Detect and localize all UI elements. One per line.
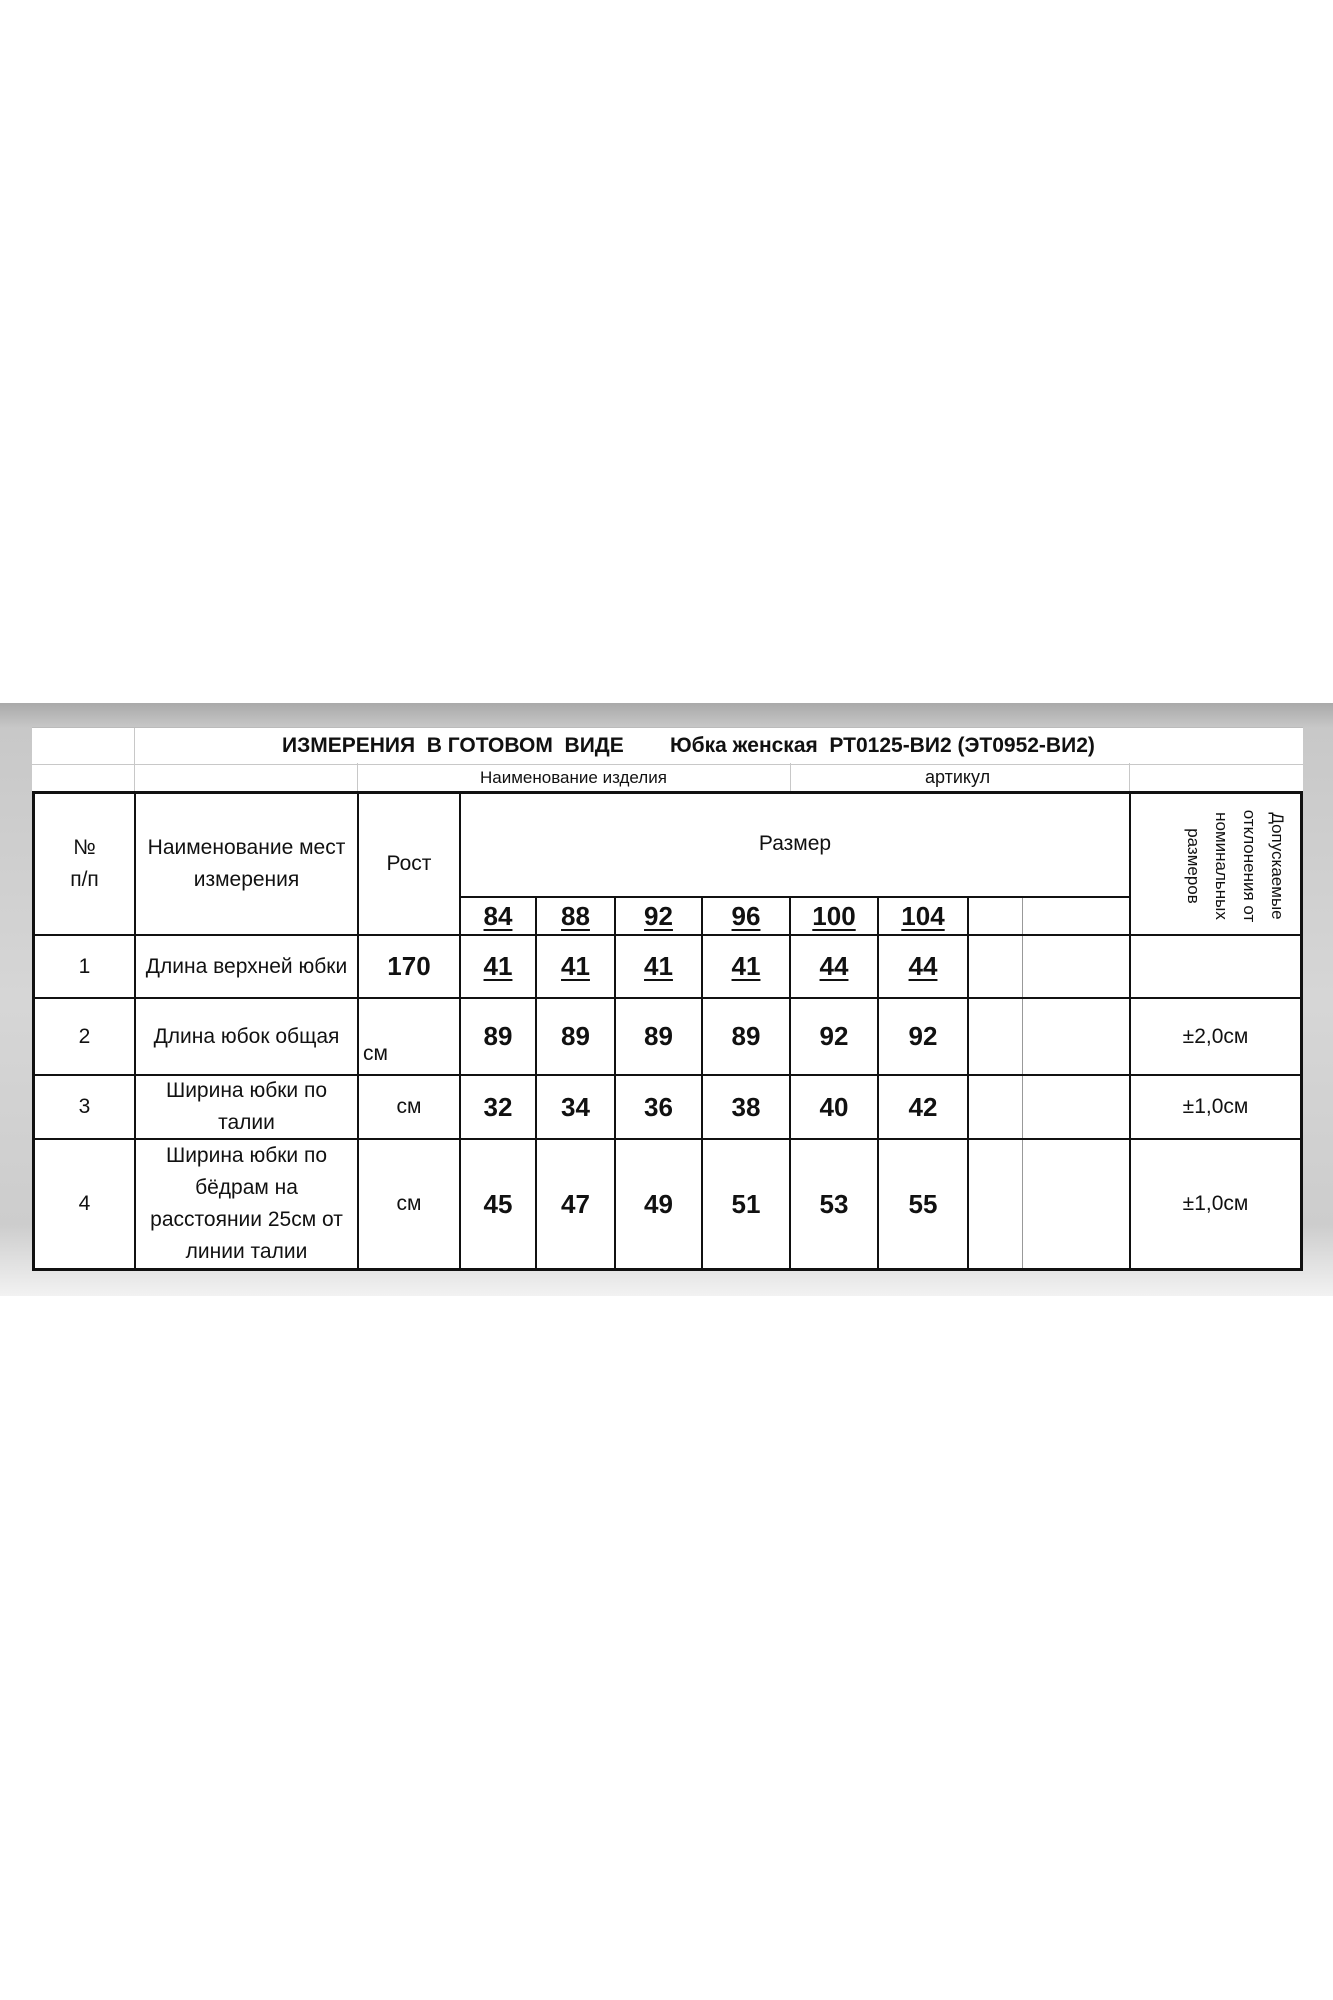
col-header-tolerance-text: Допускаемые отклонения от номинальных размеров xyxy=(1184,809,1287,923)
row-2-value-100: 92 xyxy=(819,1021,849,1051)
row-4-name-line2: бёдрам на xyxy=(195,1176,298,1199)
col-header-height: Рост xyxy=(386,852,432,875)
row-2-name: Длина юбок общая xyxy=(153,1024,340,1048)
row-1-value-104: 44 xyxy=(908,951,938,981)
row-2-value-84: 89 xyxy=(483,1021,513,1051)
title-row xyxy=(32,727,1303,765)
row-1-value-100: 44 xyxy=(819,951,849,981)
col-header-size: Размер xyxy=(758,832,832,855)
size-header-96: 96 xyxy=(731,900,761,931)
row-4-tolerance: ±1,0см xyxy=(1182,1192,1249,1215)
col-header-number-line1: № xyxy=(73,836,96,859)
col-header-place-line2: измерения xyxy=(193,868,300,891)
col-header-tolerance xyxy=(1170,797,1300,935)
row-2-value-104: 92 xyxy=(908,1021,938,1051)
row-2-value-88: 89 xyxy=(561,1021,590,1051)
row-3-value-100: 40 xyxy=(819,1091,849,1122)
row-1-value-88: 41 xyxy=(561,951,590,981)
row-1-number: 1 xyxy=(78,954,91,978)
row-2-unit: см xyxy=(363,1042,388,1065)
product-title: Юбка женская РТ0125-ВИ2 (ЭТ0952-ВИ2) xyxy=(670,734,1095,757)
col-header-place xyxy=(136,794,357,934)
row-4-value-92: 49 xyxy=(644,1188,673,1219)
article-label: артикул xyxy=(925,767,991,787)
row-3-value-84: 32 xyxy=(483,1091,513,1122)
col-header-place-line1: Наименование мест xyxy=(147,836,346,859)
col-header-number xyxy=(35,794,134,934)
row-2-value-92: 89 xyxy=(644,1021,673,1051)
row-4-value-96: 51 xyxy=(731,1188,761,1219)
row-3-tolerance: ±1,0см xyxy=(1182,1095,1249,1118)
row-3-value-96: 38 xyxy=(731,1091,761,1122)
row-3-value-104: 42 xyxy=(908,1091,938,1122)
measurement-table xyxy=(32,791,1303,1271)
row-4-value-100: 53 xyxy=(819,1188,849,1219)
row-4-name-line1: Ширина юбки по xyxy=(165,1144,328,1167)
row-2-number: 2 xyxy=(78,1024,91,1048)
row-4-value-84: 45 xyxy=(483,1188,513,1219)
row-4-unit: см xyxy=(396,1192,422,1215)
subtitle-row xyxy=(32,763,1303,791)
row-3-unit: см xyxy=(396,1095,422,1118)
row-1-value-92: 41 xyxy=(644,951,673,981)
row-4-name xyxy=(136,1140,357,1268)
size-header-104: 104 xyxy=(901,900,945,931)
row-2-tolerance: ±2,0см xyxy=(1182,1024,1249,1048)
size-header-84: 84 xyxy=(483,900,513,931)
row-1-tolerance xyxy=(1131,936,1300,997)
row-2-value-96: 89 xyxy=(731,1021,761,1051)
row-4-value-88: 47 xyxy=(561,1188,590,1219)
product-name-label: Наименование изделия xyxy=(480,768,667,787)
row-4-number: 4 xyxy=(78,1192,91,1215)
row-3-value-92: 36 xyxy=(644,1091,673,1122)
row-3-value-88: 34 xyxy=(561,1091,590,1122)
row-3-name-line2: талии xyxy=(218,1111,275,1134)
row-3-number: 3 xyxy=(78,1095,91,1118)
row-3-name-line1: Ширина юбки по xyxy=(165,1079,328,1102)
size-header-100: 100 xyxy=(812,900,856,931)
col-header-number-line2: п/п xyxy=(70,868,99,891)
row-4-value-104: 55 xyxy=(908,1188,938,1219)
measurement-sheet xyxy=(32,727,1303,1271)
row-1-height: 170 xyxy=(387,951,431,981)
size-header-92: 92 xyxy=(644,900,673,931)
row-4-name-line3: расстоянии 25см от xyxy=(150,1208,343,1231)
row-1-value-96: 41 xyxy=(731,951,761,981)
size-header-88: 88 xyxy=(561,900,590,931)
row-4-name-line4: линии талии xyxy=(185,1240,308,1263)
sheet-title: ИЗМЕРЕНИЯ В ГОТОВОМ ВИДЕ xyxy=(282,734,624,757)
row-3-name xyxy=(136,1076,357,1138)
row-1-name: Длина верхней юбки xyxy=(145,954,348,978)
row-1-value-84: 41 xyxy=(483,951,513,981)
